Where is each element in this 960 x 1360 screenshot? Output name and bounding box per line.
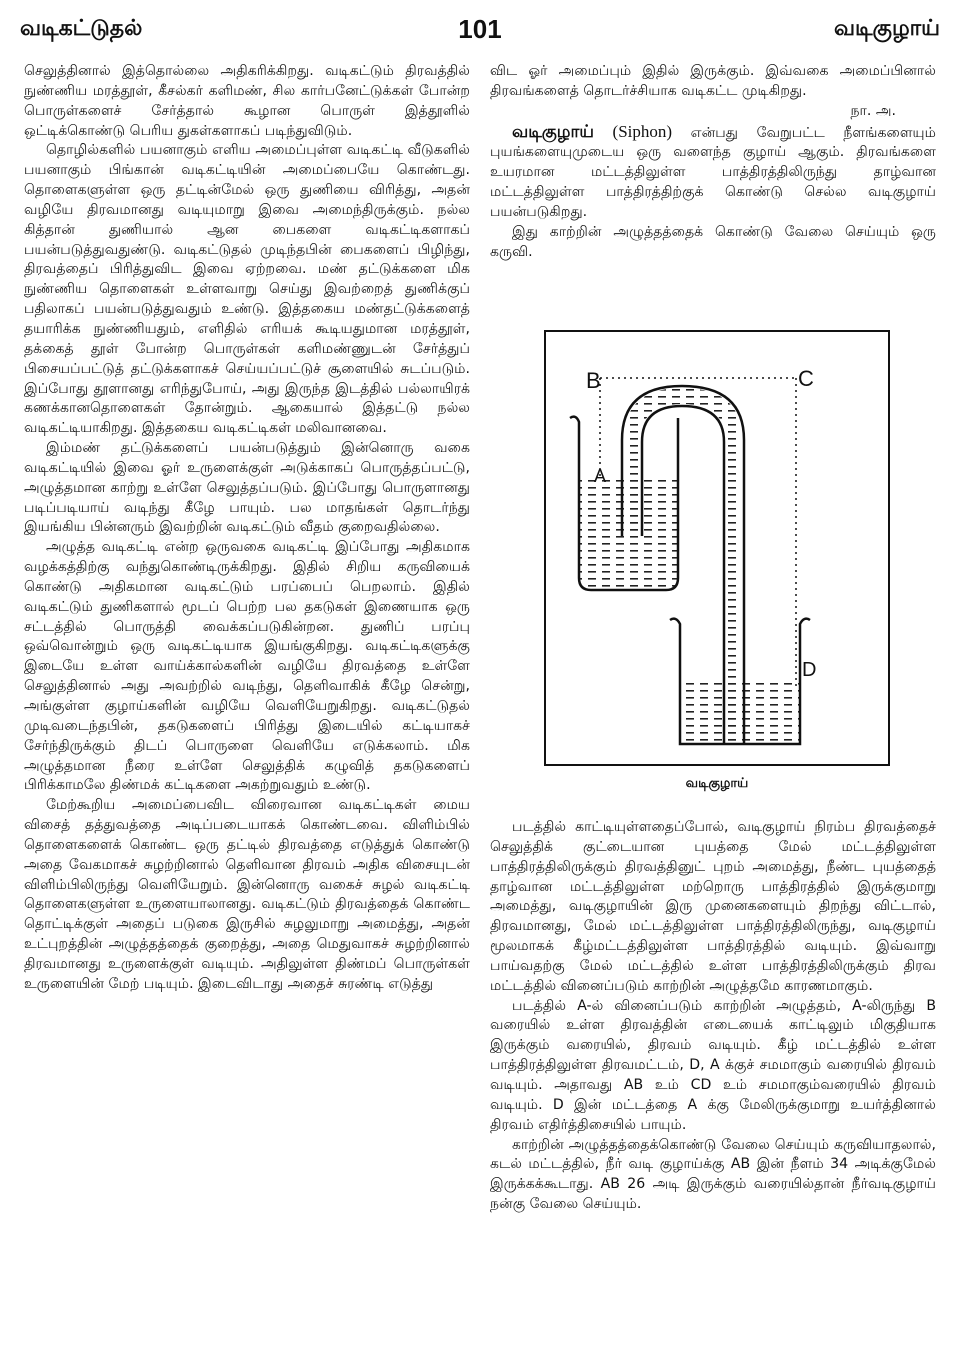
entry-paragraph bbox=[490, 122, 936, 223]
running-head-right: வடிகுழாய் bbox=[833, 16, 940, 41]
paragraph-text: விட ஓர் அமைப்பும் இதில் இருக்கும். இவ்வகை அமைப்பினால் திரவங்களைத் தொடர்ச்சியாக வடிகட்ட முடிகிறது. bbox=[490, 63, 936, 99]
label-c: C bbox=[798, 366, 814, 391]
left-column bbox=[24, 62, 470, 995]
running-head-left: வடிகட்டுதல் bbox=[20, 16, 143, 41]
paragraph: செலுத்தினால் இத்தொல்லை அதிகரிக்கிறது. வடிகட்டும் திரவத்தில் நுண்ணிய மரத்தூள், கீசல்கர் களிமண், சில கார்பனேட்டுக்கள் போன்ற பொருள்களைச் சேர்த்தால் கூழான பொருள் இத்தூளில் ஒட்டிக்கொண்டு பெரிய துகள்களாகப் படிந்துவிடும். bbox=[24, 63, 470, 139]
right-column-bottom bbox=[490, 818, 936, 1215]
entry-text: என்பது வேறுபட்ட நீளங்களையும் புயங்களையுமுடைய ஒரு வளைந்த குழாய் ஆகும். திரவங்களை உயரமான மட்டத்திலுள்ள பாத்திரத்திலிருந்து தாழ்வான மட்டத்திலுள்ள பாத்திரத்திற்குக் கொண்டு செல்ல வடிகுழாய் பயன்படுகிறது. bbox=[490, 124, 936, 220]
paragraph bbox=[490, 62, 936, 122]
entry-english-title: (Siphon) bbox=[612, 121, 673, 141]
label-b: B bbox=[586, 368, 601, 393]
page-number: 101 bbox=[458, 14, 502, 44]
paragraph: இது காற்றின் அழுத்தத்தைக் கொண்டு வேலை செய்யும் ஒரு கருவி. bbox=[490, 223, 936, 260]
label-a: A bbox=[594, 466, 607, 486]
entry-title: வடிகுழாய் bbox=[512, 121, 594, 142]
paragraph: படத்தில் காட்டியுள்ளதைப்போல், வடிகுழாய் நிரம்ப திரவத்தைச் செலுத்திக் குட்டையான புயத்தை மேல் மட்டத்திலுள்ள பாத்திரத்திலிருக்கும் திரவத்தினுட் புறம் அமைத்து, நீண்ட புயத்தைத் தாழ்வான மட்டத்திலுள்ள மற்றொரு பாத்திரத்தில் இருக்குமாறு அமைத்து, வடிகுழாயின் இரு முனைகளையும் திறந்து விட்டால், திரவமானது, மேல் மட்டத்திலுள்ள பாத்திரத்திலிருந்து, வடிகுழாய் மூலமாகக் கீழ்மட்டத்திலுள்ள பாத்திரத்தில் வடியும். இவ்வாறு பாய்வதற்கு மேல் மட்டத்தில் உள்ள பாத்திரத்திலிருக்கும் திரவ மட்டத்தில் வினைப்படும் காற்றின் அழுத்தமே காரணமாகும். bbox=[490, 819, 936, 994]
paragraph: காற்றின் அழுத்தத்தைக்கொண்டு வேலை செய்யும் கருவியாதலால், கடல் மட்டத்தில், நீர் வடி குழாய்க்கு AB இன் நீளம் 34 அடிக்குமேல் இருக்கக்கூடாது. AB 26 அடி இருக்கும் வரையில்தான் நீர்வடிகுழாய் நன்கு வேலை செய்யும். bbox=[490, 1136, 936, 1213]
right-column-top bbox=[490, 62, 936, 262]
page-header bbox=[20, 14, 940, 48]
siphon-figure bbox=[544, 330, 890, 766]
figure-caption: வடிகுழாய் bbox=[685, 776, 749, 791]
paragraph: அழுத்த வடிகட்டி என்ற ஒருவகை வடிகட்டி இப்போது அதிகமாக வழக்கத்திற்கு வந்துகொண்டிருக்கிறது. இதில் சிறிய கருவியைக் கொண்டு அதிகமான வடிகட்டும் பரப்பைப் பெறலாம். இதில் வடிகட்டும் துணிகளால் மூடப் பெற்ற பல தகடுகள் இணையாக ஒரு சட்டத்தில் பொருத்தி வைக்கப்படுகின்றன. துணிப் பரப்பு ஒவ்வொன்றும் ஒரு வடிகட்டியாக இயங்குகிறது. வடிகட்டிகளுக்கு இடையே உள்ள வாய்க்கால்களின் வழியே திரவத்தை உள்ளே செலுத்தினால் அது அவற்றில் வடிந்து, தெளிவாகிக் கீழே சென்று, அங்குள்ள குழாய்களின் வழியே வெளியேறுகிறது. வடிகட்டுதல் முடிவடைந்தபின், தகடுகளைப் பிரித்து இடையில் கட்டியாகச் சேர்ந்திருக்கும் திடப் பொருளை வெளியே எடுக்கலாம். மிக அழுத்தமான நீரை உள்ளே செலுத்திக் கழுவித் தகடுகளைப் பிரிக்காமலே திண்மக் கட்டிகளை அகற்றுவதும் உண்டு. bbox=[24, 539, 471, 794]
author-signature: நா. அ. bbox=[850, 102, 896, 119]
paragraph: இம்மண் தட்டுக்களைப் பயன்படுத்தும் இன்னொரு வகை வடிகட்டியில் இவை ஓர் உருளைக்குள் அடுக்காகப் பொருத்தப்பட்டு, அழுத்தமான காற்று உள்ளே செலுத்தப்படும். இப்போது பொருளானது படிப்படியாய் வடிந்து கீழே பாயும். பல மாதங்கள் தொடர்ந்து இயங்கிய பின்னரும் இவற்றின் வடிகட்டும் வீதம் குறைவதில்லை. bbox=[24, 440, 470, 536]
siphon-diagram bbox=[544, 330, 890, 766]
paragraph: படத்தில் A-ல் வினைப்படும் காற்றின் அழுத்தம், A-லிருந்து B வரையில் உள்ள திரவத்தின் எடையைக் காட்டிலும் மிகுதியாக இருக்கும் வரையில், திரவம் வடியும். கீழ் மட்டத்தில் உள்ள பாத்திரத்திலுள்ள திரவமட்டம், D, A க்குச் சமமாகும் வரையில் திரவம் வடியும். அதாவது AB உம் CD உம் சமமாகும்வரையில் திரவம் வடியும். D இன் மட்டத்தை A க்கு மேலிருக்குமாறு உயர்த்தினால் திரவம் எதிர்த்திசையில் பாயும். bbox=[490, 997, 936, 1133]
label-d: D bbox=[802, 659, 817, 681]
paragraph: தொழில்களில் பயனாகும் எளிய அமைப்புள்ள வடிகட்டி வீடுகளில் பயனாகும் பிங்கான் வடிகட்டியின் அமைப்பையே கொண்டது. தொளைகளுள்ள ஒரு தட்டின்மேல் ஒரு துணியை விரித்து, அதன் வழியே திரவமானது வடியுமாறு இவை அமைந்திருக்கும். நல்ல கித்தான் துணியால் ஆன பைகளை வடிகட்டிகளாகப் பயன்படுத்துவதுண்டு. வடிகட்டுதல் முடிந்தபின் பைகளைப் பிழிந்து, திரவத்தைப் பிரித்துவிட இவை ஏற்றவை. மண் தட்டுக்களை மிக நுண்ணிய தொளைகள் உள்ளவாறு செய்து இவற்றைத் துணிக்குப் பதிலாகப் பயன்படுத்துவதும் உண்டு. இத்தகைய மண்தட்டுக்களைத் தயாரிக்க நுண்ணியதும், எளிதில் எரியக் கூடியதுமான மரத்தூள், தக்கைத் தூள் போன்ற பொருள்கள் களிமண்ணுடன் சேர்த்துப் பிசையப்பட்டுத் தட்டுக்களாகச் செய்யப்பட்டுச் சூளையில் சுடப்படும். இப்போது தூளானது எரிந்துபோய், அது இருந்த இடத்தில் பல்லாயிரக் கணக்கானதொளைகள் தோன்றும். ஆகையால் இத்தட்டு நல்ல வடிகட்டியாகிறது. இத்தகைய வடிகட்டிகள் மலிவானவை. bbox=[24, 142, 470, 437]
paragraph: மேற்கூறிய அமைப்பைவிட விரைவான வடிகட்டிகள் மைய விசைத் தத்துவத்தை அடிப்படையாகக் கொண்டவை. விளிம்பில் தொளைகளைக் கொண்ட ஒரு தட்டில் திரவத்தை எடுத்துக் கொண்டு அதை வேகமாகச் சுழற்றினால் தெளிவான திரவம் அதிக விசையுடன் விளிம்பிலிருந்து வெளியேறும். இன்னொரு வகைச் சுழல் வடிகட்டி தொளைகளுள்ள உருளையாலானது. வடிகட்டும் திரவத்தைக் கொண்ட தொட்டிக்குள் அதைப் படுகை இருசில் சுழலுமாறு அமைத்து, அதன் உட்புறத்தின் அழுத்தத்தைக் குறைத்து, அதை மெதுவாகச் சுழற்றினால் திரவமானது உருளைக்குள் வடியும். அதிலுள்ள திண்மப் பொருள்கள் உருளையின் மேற் படியும். இடைவிடாது அதைச் சுரண்டி எடுத்து bbox=[24, 797, 470, 992]
